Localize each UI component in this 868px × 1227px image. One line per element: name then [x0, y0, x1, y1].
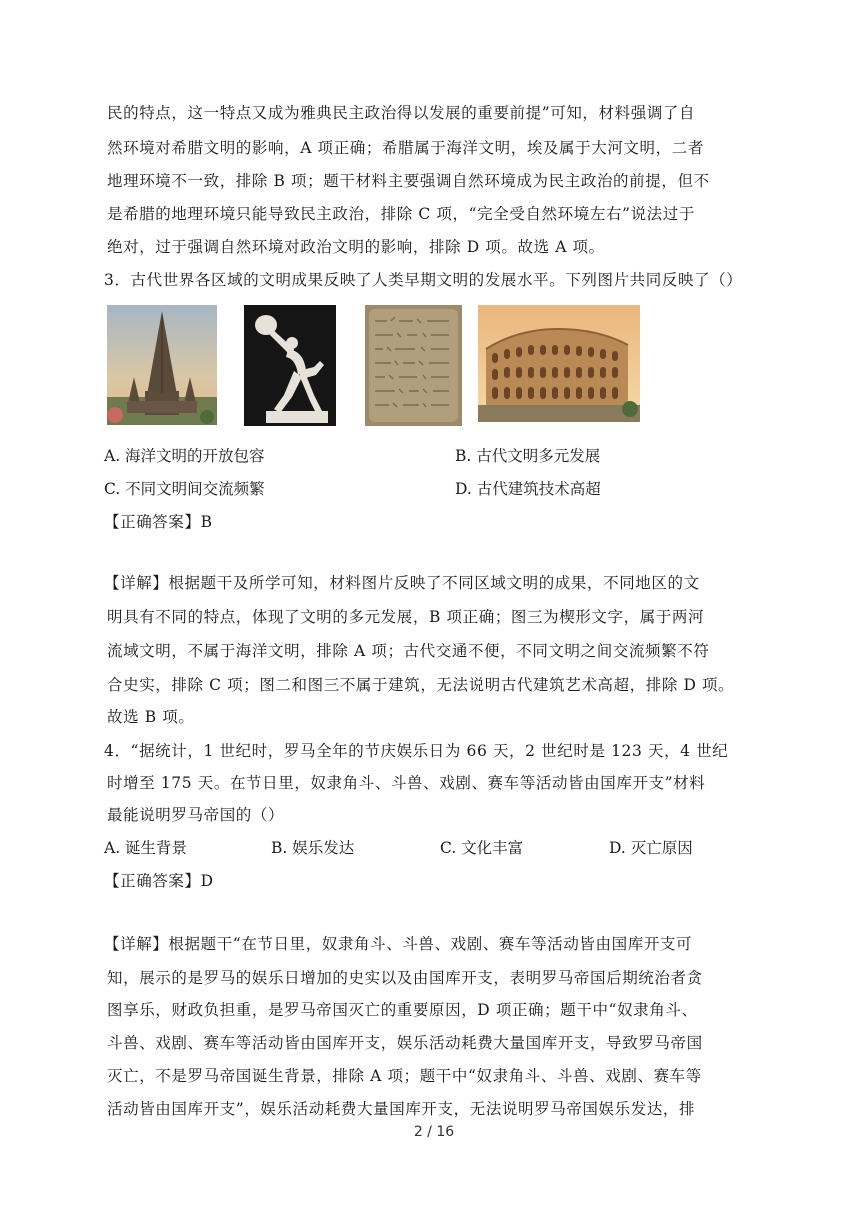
q3-option-b: B. 古代文明多元发展	[455, 447, 601, 465]
q3-detail-line: 【详解】根据题干及所学可知，材料图片反映了不同区域文明的成果，不同地区的文	[104, 574, 700, 592]
q4-detail-line: 灭亡，不是罗马帝国诞生背景，排除 A 项；题干中“奴隶角斗、斗兽、戏剧、赛车等	[107, 1067, 702, 1085]
intro-line: 然环境对希腊文明的影响，A 项正确；希腊属于海洋文明，埃及属于大河文明，二者	[107, 139, 704, 157]
q3-option-d: D. 古代建筑技术高超	[455, 480, 601, 498]
q4-detail-line: 【详解】根据题干“在节日里，奴隶角斗、斗兽、戏剧、赛车等活动皆由国库开支可	[104, 935, 693, 953]
q4-detail-line: 活动皆由国库开支”，娱乐活动耗费大量国库开支，无法说明罗马帝国娱乐发达，排	[107, 1100, 696, 1118]
q3-option-a: A. 海洋文明的开放包容	[104, 447, 265, 465]
q4-option-d: D. 灭亡原因	[609, 839, 693, 857]
temple-photo	[107, 305, 217, 425]
q3-option-c: C. 不同文明间交流频繁	[104, 480, 265, 498]
q4-answer: 【正确答案】D	[104, 872, 214, 890]
intro-line: 是希腊的地理环境只能导致民主政治，排除 C 项，“完全受自然环境左右”说法过于	[107, 205, 695, 223]
intro-line: 民的特点，这一特点又成为雅典民主政治得以发展的重要前提”可知，材料强调了自	[107, 104, 696, 122]
discobolus-statue-photo	[244, 305, 336, 426]
q4-stem-line: 时增至 175 天。在节日里，奴隶角斗、斗兽、戏剧、赛车等活动皆由国库开支”材料	[107, 774, 706, 792]
q3-detail-line: 合史实，排除 C 项；图二和图三不属于建筑，无法说明古代建筑艺术高超，排除 D 项。	[107, 676, 735, 694]
question-3-stem: 3．古代世界各区域的文明成果反映了人类早期文明的发展水平。下列图片共同反映了（）	[104, 271, 743, 289]
page-number: 2 / 16	[413, 1124, 455, 1140]
q3-detail-line: 故选 B 项。	[107, 708, 195, 726]
cuneiform-tablet-photo	[365, 305, 462, 426]
q3-detail-line: 流域文明，不属于海洋文明，排除 A 项；古代交通不便，不同文明之间交流频繁不符	[107, 642, 710, 660]
q3-detail-line: 明具有不同的特点，体现了文明的多元发展，B 项正确；图三为楔形文字，属于两河	[107, 608, 705, 626]
q4-stem-line: 4．“据统计，1 世纪时，罗马全年的节庆娱乐日为 66 天，2 世纪时是 123 天，4 世纪	[104, 742, 729, 760]
q4-option-c: C. 文化丰富	[440, 839, 524, 857]
q4-option-b: B. 娱乐发达	[271, 839, 355, 857]
intro-line: 绝对，过于强调自然环境对政治文明的影响，排除 D 项。故选 A 项。	[107, 238, 605, 256]
colosseum-photo	[478, 305, 640, 422]
q4-option-a: A. 诞生背景	[104, 839, 188, 857]
intro-line: 地理环境不一致，排除 B 项；题干材料主要强调自然环境成为民主政治的前提，但不	[107, 172, 710, 190]
q4-detail-line: 知，展示的是罗马的娱乐日增加的史实以及由国库开支，表明罗马帝国后期统治者贪	[107, 969, 703, 987]
q4-stem-line: 最能说明罗马帝国的（）	[107, 806, 285, 824]
q3-answer: 【正确答案】B	[104, 513, 213, 531]
q4-detail-line: 图享乐，财政负担重，是罗马帝国灭亡的重要原因，D 项正确；题干中“奴隶角斗、	[107, 1001, 698, 1019]
q4-detail-line: 斗兽、戏剧、赛车等活动皆由国库开支，娱乐活动耗费大量国库开支，导致罗马帝国	[107, 1034, 703, 1052]
